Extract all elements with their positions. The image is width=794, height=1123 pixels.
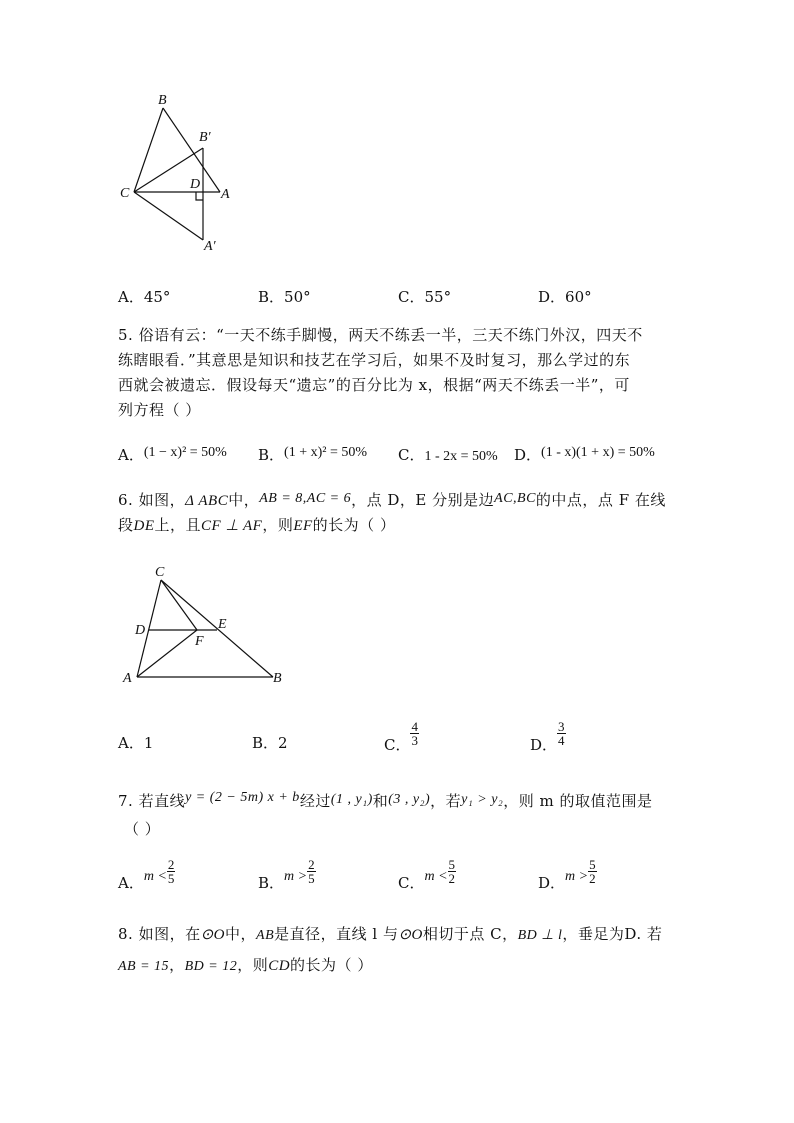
math-circle-o: ⊙O [200,927,225,943]
q8-line-1 [118,923,662,944]
math-ef: EF [293,518,313,534]
label-C: C [155,565,165,580]
fraction [410,720,419,747]
option-expr: (1 − x)² = 50% [143,445,227,460]
text: 是直径，直线 l 与 [274,925,399,943]
text: 的长为（ ） [290,956,373,974]
math-ab: AB [256,928,275,943]
option-label: C． [398,873,425,892]
text: 的长为（ ） [312,516,396,534]
option-label: C． [384,735,411,754]
math-bd-perp: BD ⊥ l [517,928,563,943]
relation: m > [565,868,589,884]
figure-rotated-triangles [110,90,250,260]
label-B: B [158,93,167,108]
math-cd: CD [268,958,291,974]
numerator: 4 [411,719,418,734]
q7-line-2: （ ） [124,820,161,838]
q6-line-2 [118,514,395,535]
numerator: 3 [558,719,565,734]
denominator: 5 [167,871,175,886]
denominator: 2 [448,871,456,886]
text: 上，且 [154,516,202,534]
denominator: 4 [558,733,565,748]
option-expr: (1 - x)(1 + x) = 50% [541,445,655,460]
q7-line-1 [118,790,653,811]
text: ，若 [430,792,462,810]
q5-line-2: 练瞎眼看．”其意思是知识和技艺在学习后，如果不及时复习，那么学过的东 [118,351,631,369]
option-label: A． [118,446,144,464]
q6-option-a[interactable]: A．1 [118,734,154,752]
option-label: D． [514,446,542,464]
fraction [307,858,316,885]
math-point-2: (3 , y₂) [388,792,431,807]
text: 中， [225,925,257,943]
q4-option-c[interactable]: C．55° [398,288,452,306]
text: 7. 若直线 [118,792,186,810]
q5-option-d[interactable] [514,444,655,465]
math-line-equation: y = (2 − 5m) x + b [185,790,300,805]
text: 6. 如图， [118,491,186,509]
q6-option-b[interactable]: B．2 [252,734,288,752]
relation: m < [143,868,167,884]
option-label: C． [398,446,425,464]
fraction [557,720,566,747]
text: 相切于点 C， [422,925,518,943]
text: ，则 m 的取值范围是 [503,792,653,810]
label-E: E [218,617,227,632]
fraction [167,858,176,885]
relation: m < [424,868,448,884]
fraction [588,858,597,885]
option-label: B． [258,873,285,892]
q6-option-c[interactable] [384,719,419,754]
fraction [448,858,457,885]
text: ， [169,956,185,974]
denominator: 5 [308,871,315,886]
math-triangle: Δ ABC [185,493,229,509]
q5-option-c[interactable] [398,444,498,465]
q7-option-a[interactable] [118,857,175,892]
text: ，则 [262,516,294,534]
q4-option-a[interactable]: A．45° [118,288,171,306]
math-inequality: y₁ > y₂ [461,792,504,807]
label-A-prime: A′ [204,239,216,254]
text: 中， [228,491,260,509]
q7-option-b[interactable] [258,857,316,892]
math-perp: CF ⊥ AF [201,518,263,534]
text: 的中点，点 F 在线 [535,491,666,509]
math-sides: AC,BC [494,491,536,506]
label-A: A [123,671,132,686]
q6-line-1 [118,489,666,510]
option-expr: (1 + x)² = 50% [284,445,368,460]
option-label: D． [530,735,558,754]
math-de: DE [133,518,155,534]
option-label: A． [118,873,144,892]
label-D: D [135,623,146,638]
math-given: AB = 8,AC = 6 [259,491,352,506]
option-expr: 1 - 2x = 50% [424,449,498,464]
numerator: 5 [448,857,456,872]
label-A: A [221,187,230,202]
q6-option-d[interactable] [530,719,566,754]
q7-option-c[interactable] [398,857,456,892]
math-point-1: (1 , y₁) [330,792,373,807]
math-circle-o: ⊙O [398,927,423,943]
option-label: D． [538,873,566,892]
q5-option-a[interactable] [118,444,227,465]
option-label: B． [258,446,285,464]
numerator: 5 [589,857,596,872]
figure-triangle-midpoints [115,560,295,690]
q5-option-b[interactable] [258,444,367,465]
q5-line-1: 5. 俗语有云：“一天不练手脚慢，两天不练丢一半，三天不练门外汉，四天不 [118,326,643,344]
text: 8. 如图，在 [118,925,201,943]
text: 段 [118,516,134,534]
text: 经过 [299,792,331,810]
numerator: 2 [308,857,315,872]
text: ，则 [237,956,269,974]
text: 和 [372,792,389,810]
q4-option-d[interactable]: D．60° [538,288,592,306]
label-F: F [195,634,204,649]
q8-line-2 [118,954,373,975]
relation: m > [284,868,308,884]
denominator: 3 [411,733,418,748]
denominator: 2 [589,871,596,886]
q7-option-d[interactable] [538,857,597,892]
numerator: 2 [167,857,175,872]
text: ，点 D，E 分别是边 [351,491,495,509]
q4-option-b[interactable]: B．50° [258,288,311,306]
label-D: D [190,177,201,192]
label-C: C [120,186,130,201]
q5-line-4: 列方程（ ） [118,401,201,419]
text: ，垂足为D. 若 [562,925,663,943]
math-ab-value: AB = 15 [118,959,170,974]
math-bd-value: BD = 12 [184,959,238,974]
q5-line-3: 西就会被遗忘．假设每天“遗忘”的百分比为 x，根据“两天不练丢一半”，可 [118,376,630,394]
label-B-prime: B′ [199,130,211,145]
label-B: B [273,671,282,686]
